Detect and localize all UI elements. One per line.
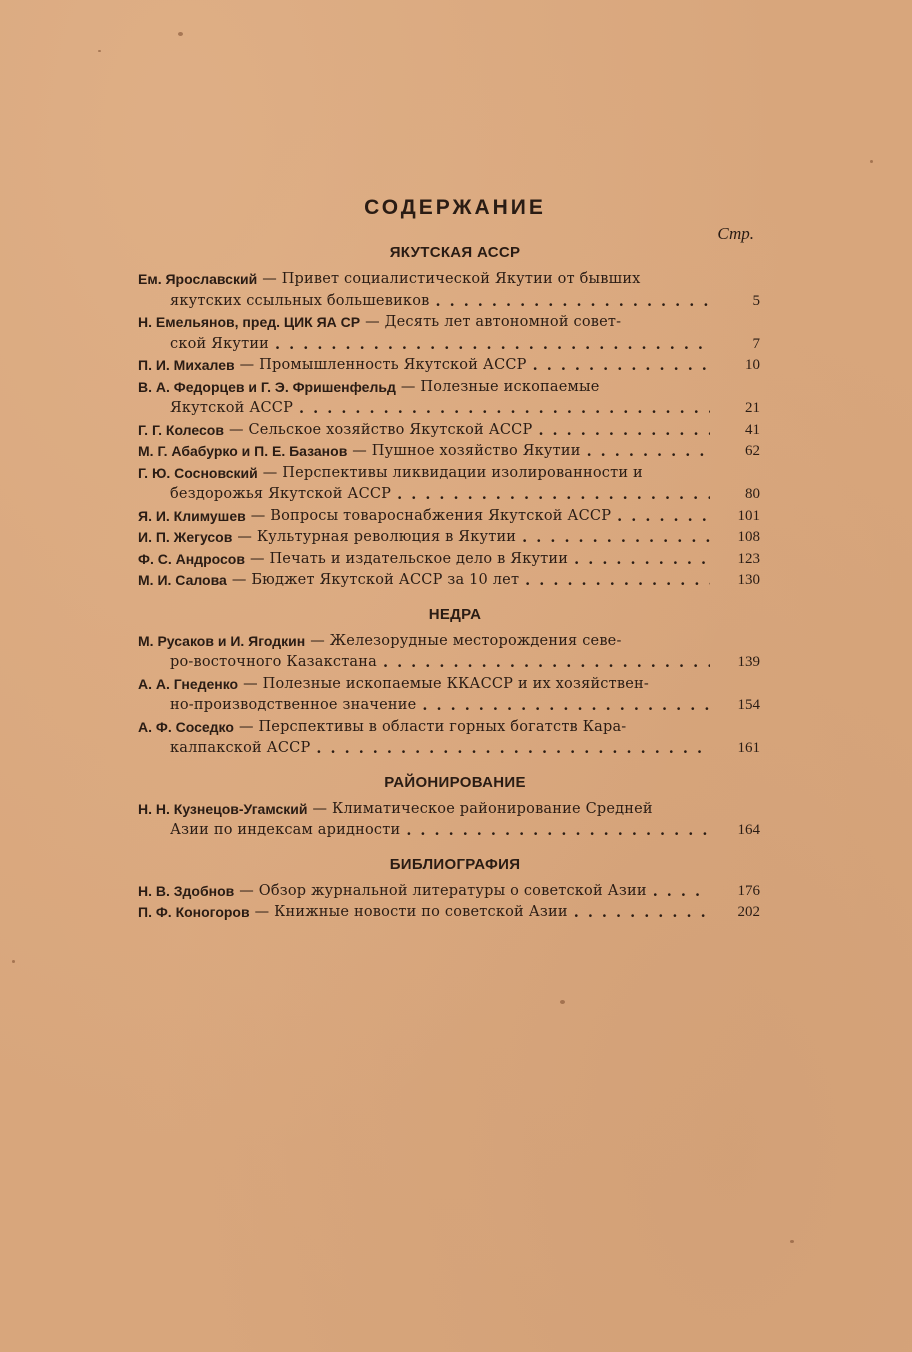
entry-line (138, 738, 710, 760)
em-dash-separator: — (238, 718, 254, 735)
page-column-label: Стр. (717, 224, 754, 243)
dot-leader (436, 291, 711, 313)
entry-title-text: Бюджет Якутской АССР за 10 лет (251, 572, 520, 588)
entry-author: А. Ф. Соседко (138, 718, 234, 735)
entry-title-text: Сельское хозяйство Якутской АССР (248, 421, 533, 438)
entry-line (138, 695, 710, 717)
toc-entry[interactable] (138, 881, 760, 903)
table-of-contents (138, 196, 760, 938)
em-dash-separator: — (365, 314, 380, 330)
dot-leader (617, 506, 710, 528)
entry-title-text: Азии по индексам аридности (170, 822, 401, 838)
entry-title-text: но-производственное значение (170, 697, 417, 713)
entry-line (138, 570, 710, 592)
toc-entry[interactable] (138, 463, 760, 506)
entry-page-number: 101 (737, 507, 760, 524)
entry-page-number: 80 (745, 486, 760, 502)
toc-section (138, 856, 760, 924)
entry-title-text: Железорудные месторождения севе- (329, 632, 622, 649)
toc-entry[interactable] (138, 799, 760, 842)
entry-title-text: Культурная революция в Якутии (256, 529, 517, 545)
entry-title-text: Пушное хозяйство Якутии (371, 443, 581, 459)
entry-title-text: Якутской АССР (170, 400, 294, 416)
entry-line (138, 549, 710, 571)
section-heading: ЯКУТСКАЯ АССР (389, 244, 521, 261)
em-dash-separator: — (400, 378, 416, 395)
entry-title-text: Перспективы ликвидации изолированности и (282, 464, 643, 481)
entry-author: М. Русаков и И. Ягодкин (138, 632, 306, 649)
toc-entry[interactable] (138, 527, 760, 549)
entry-line (138, 799, 710, 821)
em-dash-separator: — (239, 357, 255, 373)
entry-line (138, 484, 710, 506)
em-dash-separator: — (310, 632, 325, 649)
dot-leader (653, 881, 710, 903)
entry-page-number: 123 (737, 550, 760, 567)
entry-title-text: Привет социалистической Якутии от бывших (281, 271, 641, 287)
entry-line (138, 269, 710, 291)
entry-line (138, 631, 710, 653)
entry-line (138, 441, 710, 463)
entry-title-text: калпакской АССР (170, 740, 311, 756)
toc-entry[interactable] (138, 269, 760, 312)
toc-sections (138, 244, 760, 924)
toc-entry[interactable] (138, 674, 760, 717)
dot-leader (538, 420, 710, 442)
entry-author: Г. Ю. Сосновский (138, 464, 258, 481)
em-dash-separator: — (239, 882, 254, 899)
toc-entry[interactable] (138, 549, 760, 571)
entry-line (138, 420, 710, 442)
entry-author: И. П. Жегусов (138, 529, 233, 545)
dot-leader (397, 484, 710, 506)
entry-title-text: якутских ссыльных большевиков (170, 292, 430, 309)
entry-title-text: Промышленность Якутской АССР (259, 357, 527, 373)
entry-author: П. Ф. Коногоров (138, 904, 250, 920)
entry-title-text: ро-восточного Казакстана (170, 654, 377, 670)
paper-speck (178, 32, 183, 36)
paper-speck (12, 960, 15, 963)
entry-line (138, 291, 710, 313)
em-dash-separator: — (262, 271, 277, 287)
entry-title-text: Печать и издательское дело в Якутии (269, 550, 569, 567)
paper-speck (98, 50, 101, 52)
entry-author: В. А. Федорцев и Г. Э. Фришенфельд (138, 378, 396, 395)
entry-line (138, 334, 710, 356)
entry-page-number: 7 (752, 335, 760, 352)
dot-leader (522, 527, 710, 549)
dot-leader (316, 738, 710, 760)
section-heading: БИБЛИОГРАФИЯ (389, 855, 521, 873)
entry-title-text: Вопросы товароснабжения Якутской АССР (270, 507, 612, 524)
entry-title-text: бездорожья Якутской АССР (170, 486, 392, 502)
em-dash-separator: — (243, 675, 258, 692)
entry-line (138, 463, 710, 485)
entry-author: Н. Емельянов, пред. ЦИК ЯА СР (138, 314, 361, 330)
entry-line (138, 717, 710, 739)
entry-page-number: 139 (737, 654, 760, 670)
entry-page-number: 164 (737, 822, 760, 838)
entry-author: Н. В. Здобнов (138, 882, 235, 899)
entry-line (138, 674, 710, 696)
toc-entry[interactable] (138, 312, 760, 355)
entry-author: М. Г. Абабурко и П. Е. Базанов (138, 443, 348, 459)
entry-page-number: 108 (737, 529, 760, 545)
toc-entry[interactable] (138, 377, 760, 420)
entry-page-number: 41 (745, 421, 760, 438)
em-dash-separator: — (254, 904, 270, 920)
dot-leader (299, 398, 710, 420)
entry-line (138, 652, 710, 674)
dot-leader (422, 695, 710, 717)
entry-page-number: 176 (737, 882, 760, 899)
dot-leader (533, 355, 710, 377)
entry-author: Ем. Ярославский (138, 271, 258, 287)
entry-author: Г. Г. Колесов (138, 421, 224, 438)
section-heading: РАЙОНИРОВАНИЕ (384, 773, 526, 791)
page-column-header (138, 226, 760, 244)
toc-entry[interactable] (138, 355, 760, 377)
entry-title-text: Полезные ископаемые (420, 378, 600, 395)
dot-leader (525, 570, 710, 592)
toc-section (138, 774, 760, 842)
em-dash-separator: — (231, 572, 247, 588)
em-dash-separator: — (352, 443, 367, 459)
entry-title-text: Климатическое районирование Средней (332, 800, 653, 817)
dot-leader (574, 549, 710, 571)
entry-line (138, 881, 710, 903)
entry-author: Н. Н. Кузнецов-Угамский (138, 800, 308, 817)
entry-line (138, 398, 710, 420)
toc-section (138, 606, 760, 760)
toc-entry[interactable] (138, 902, 760, 924)
toc-entry[interactable] (138, 570, 760, 592)
entry-title-text: Полезные ископаемые ККАССР и их хозяйствен- (262, 675, 649, 692)
entry-author: М. И. Салова (138, 572, 227, 588)
page-title: СОДЕРЖАНИЕ (364, 196, 546, 219)
em-dash-separator: — (262, 464, 278, 481)
entry-line (138, 377, 710, 399)
paper-speck (870, 160, 873, 163)
entry-author: Ф. С. Андросов (138, 550, 245, 567)
entry-line (138, 506, 710, 528)
entry-page-number: 21 (745, 400, 760, 416)
em-dash-separator: — (249, 550, 265, 567)
entry-title-text: ской Якутии (170, 335, 270, 352)
toc-section (138, 244, 760, 592)
em-dash-separator: — (250, 507, 266, 524)
toc-entry[interactable] (138, 441, 760, 463)
dot-leader (574, 902, 710, 924)
entry-page-number: 154 (737, 697, 760, 713)
dot-leader (275, 334, 710, 356)
entry-title-text: Перспективы в области горных богатств Кара- (258, 718, 627, 735)
dot-leader (406, 820, 710, 842)
em-dash-separator: — (228, 421, 244, 438)
toc-entry[interactable] (138, 506, 760, 528)
entry-line (138, 527, 710, 549)
section-heading: НЕДРА (428, 605, 482, 623)
toc-entry[interactable] (138, 717, 760, 760)
entry-line (138, 312, 710, 334)
entry-line (138, 820, 710, 842)
entry-page-number: 202 (737, 904, 760, 920)
toc-entry[interactable] (138, 420, 760, 442)
entry-page-number: 130 (737, 572, 760, 588)
toc-entry[interactable] (138, 631, 760, 674)
em-dash-separator: — (312, 800, 328, 817)
entry-page-number: 10 (745, 357, 760, 373)
dot-leader (383, 652, 710, 674)
entry-author: Я. И. Климушев (138, 507, 246, 524)
entry-author: П. И. Михалев (138, 357, 235, 373)
entry-title-text: Книжные новости по советской Азии (274, 904, 568, 920)
entry-line (138, 902, 710, 924)
entry-author: А. А. Гнеденко (138, 675, 239, 692)
entry-line (138, 355, 710, 377)
entry-title-text: Обзор журнальной литературы о советской Азии (258, 882, 647, 899)
em-dash-separator: — (237, 529, 252, 545)
entry-page-number: 161 (737, 740, 760, 756)
entry-page-number: 5 (752, 292, 760, 309)
paper-speck (790, 1240, 794, 1243)
dot-leader (587, 441, 710, 463)
entry-title-text: Десять лет автономной совет- (384, 314, 622, 330)
entry-page-number: 62 (745, 443, 760, 459)
paper-speck (560, 1000, 565, 1004)
